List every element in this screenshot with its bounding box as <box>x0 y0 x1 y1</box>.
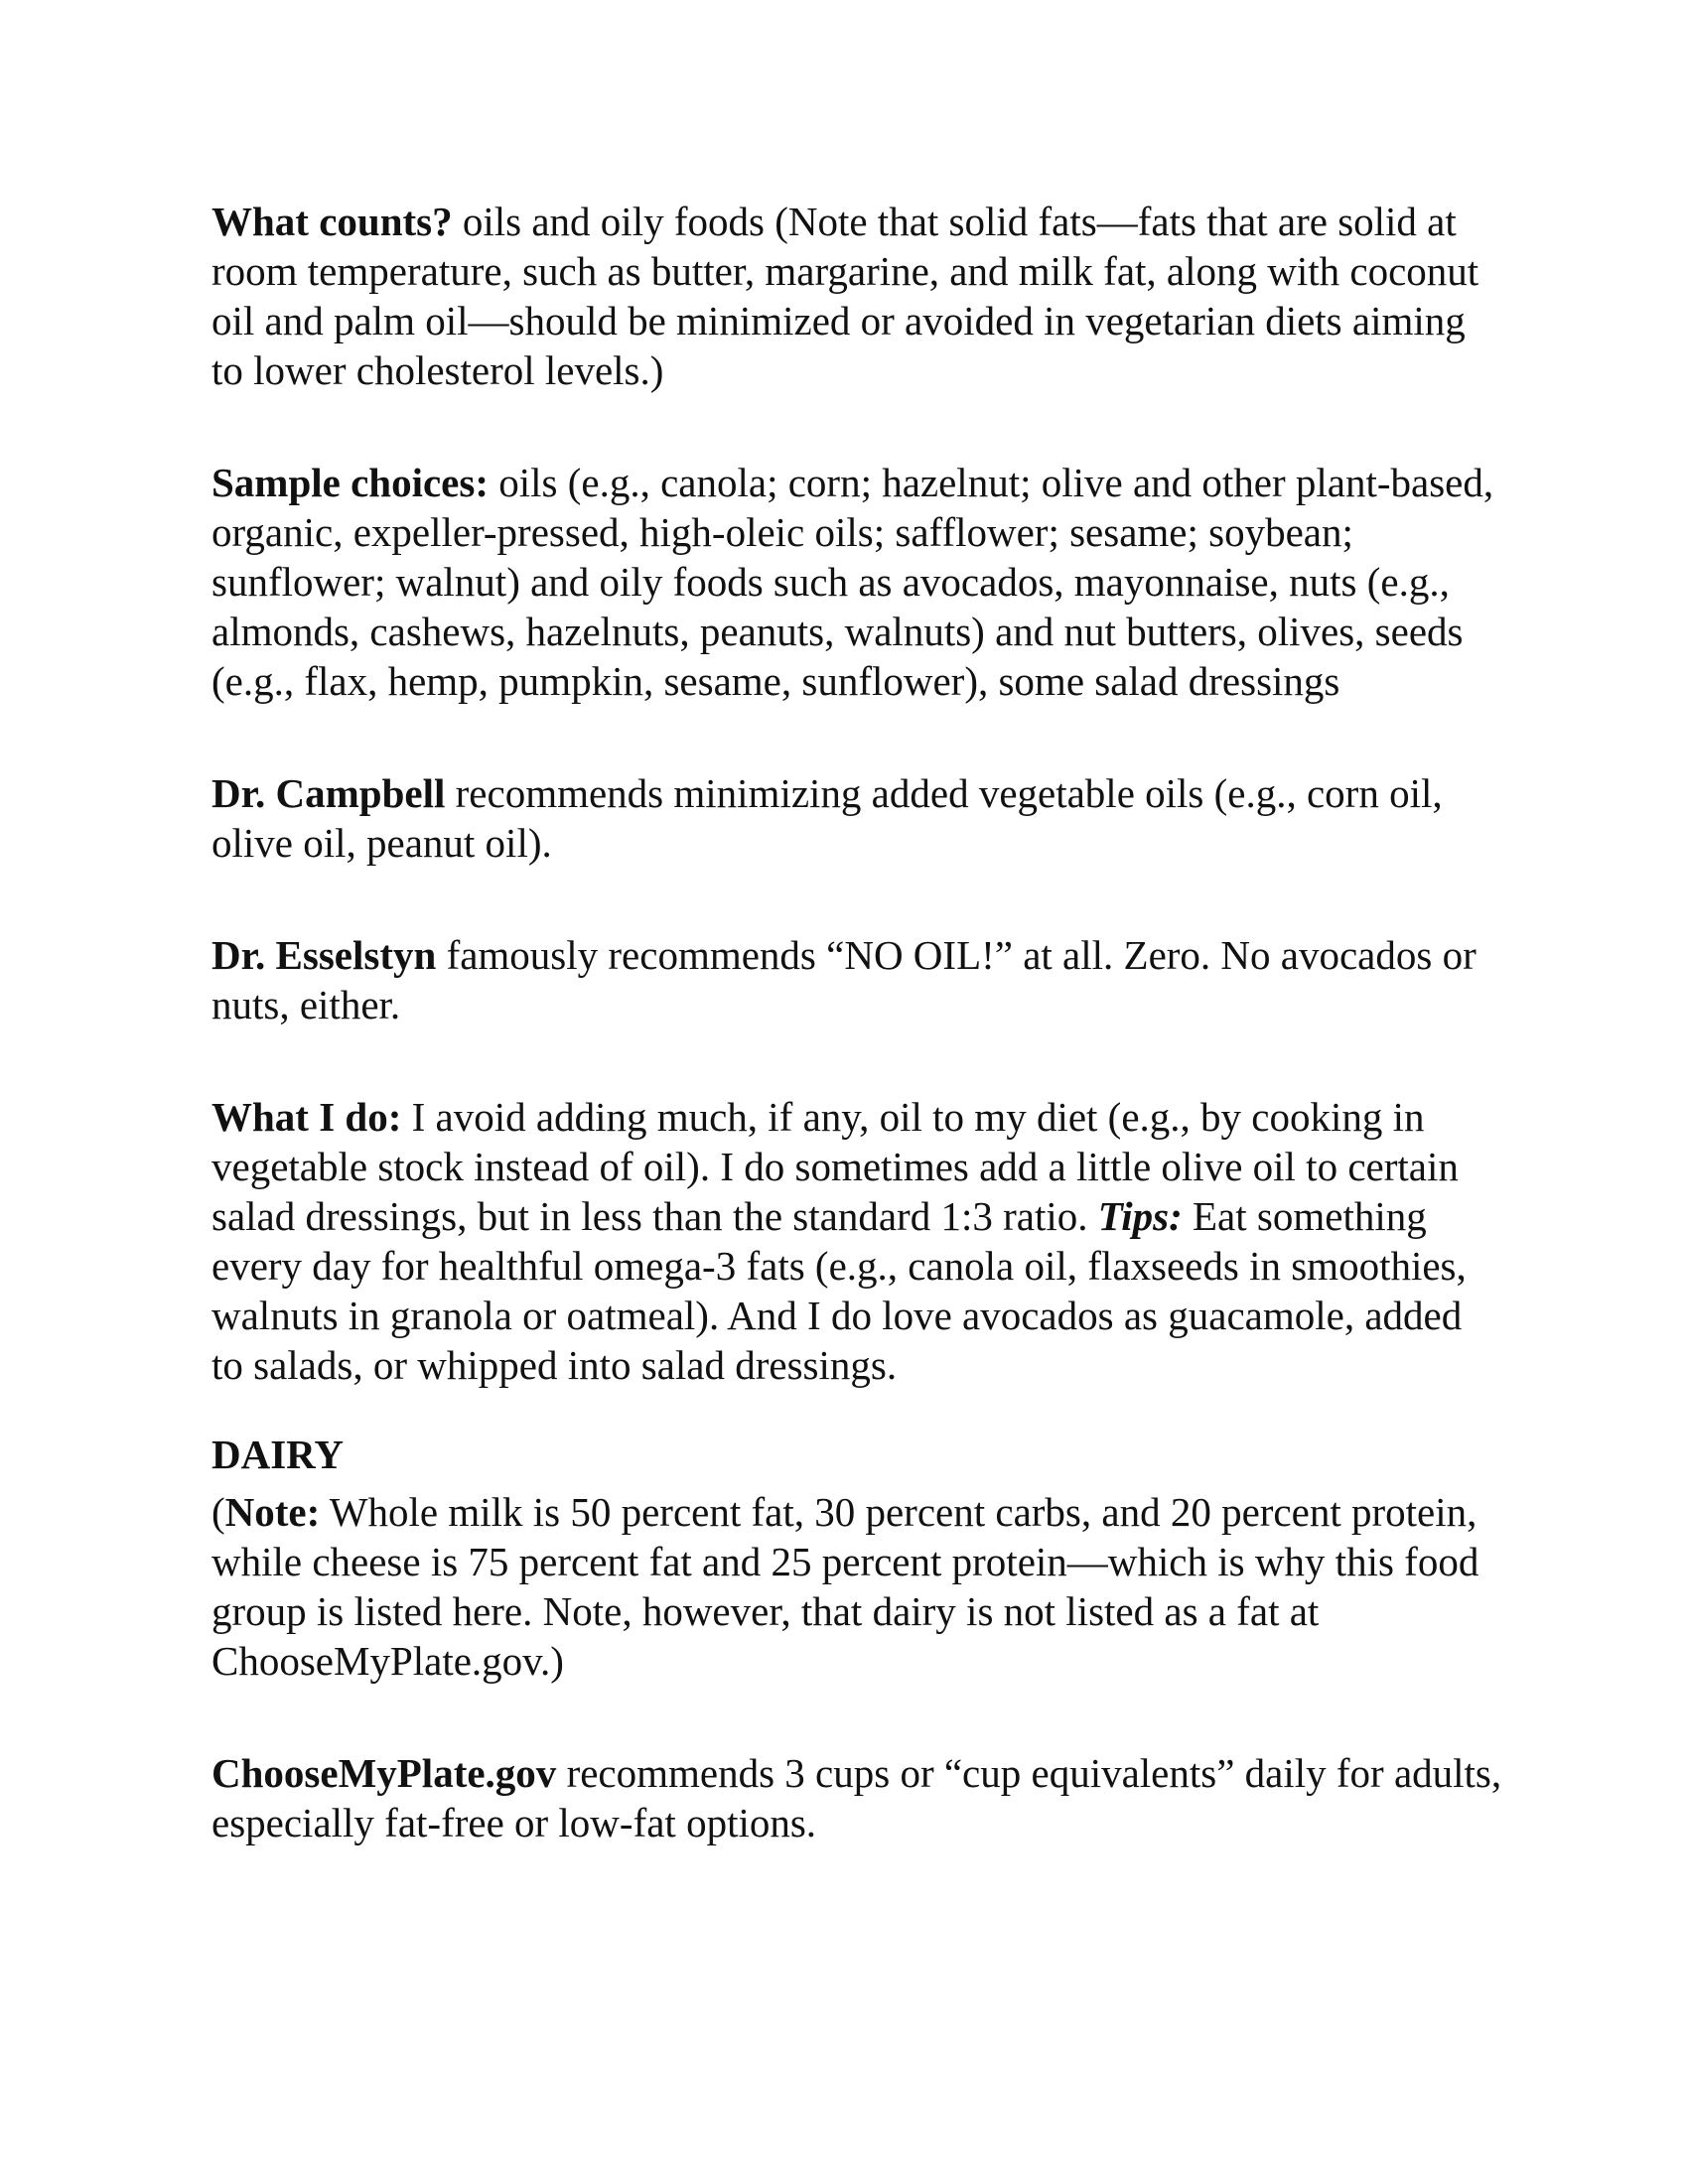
choosemyplate-label: ChooseMyPlate.gov <box>211 1750 557 1796</box>
campbell-label: Dr. Campbell <box>211 770 446 816</box>
esselstyn-text: famously recommends “NO OIL!” at all. Zero. No avocados or nuts, either. <box>211 932 1477 1027</box>
dairy-heading: DAIRY <box>211 1432 344 1477</box>
what-counts-paragraph <box>211 197 1502 395</box>
sample-choices-text: oils (e.g., canola; corn; hazelnut; olive and other plant-based, organic, expeller-pressed, high-oleic oils; safflower; sesame; soybean; sunflower; walnut) and oily foods such as avocados, mayonnaise, nuts (e.g., almonds, cashews, hazelnuts, peanuts, walnuts) and nut butters, olives, seeds (e.g., flax, hemp, pumpkin, sesame, sunflower), some salad dressings <box>211 460 1494 704</box>
tips-label: Tips: <box>1097 1193 1183 1239</box>
esselstyn-paragraph <box>211 930 1502 1029</box>
document-page <box>211 197 1502 1910</box>
what-counts-text: oils and oily foods (Note that solid fats—fats that are solid at room temperature, such as butter, margarine, and milk fat, along with coconut oil and palm oil—should be minimized or avoided in vegetarian diets aiming to lower cholesterol levels.) <box>211 199 1479 393</box>
what-counts-label: What counts? <box>211 199 453 244</box>
dairy-note-text: Whole milk is 50 percent fat, 30 percent carbs, and 20 percent protein, while cheese is 75 percent fat and 25 percent protein—which is why this food group is listed here. Note, however, that dairy is not listed as a fat at ChooseMyPlate.gov.) <box>211 1489 1479 1684</box>
sample-choices-paragraph <box>211 458 1502 706</box>
dairy-note-paragraph <box>211 1487 1502 1686</box>
tips-text: Eat something every day for healthful omega-3 fats (e.g., canola oil, flaxseeds in smoothies, walnuts in granola or oatmeal). And I do love avocados as guacamole, added to salads, or whipped into salad dressings. <box>211 1193 1467 1388</box>
dairy-note-label: Note: <box>224 1489 321 1535</box>
what-i-do-paragraph <box>211 1092 1502 1390</box>
choosemyplate-text: recommends 3 cups or “cup equivalents” daily for adults, especially fat-free or low-fat options. <box>211 1750 1502 1845</box>
esselstyn-label: Dr. Esselstyn <box>211 932 437 978</box>
campbell-text: recommends minimizing added vegetable oils (e.g., corn oil, olive oil, peanut oil). <box>211 770 1443 866</box>
dairy-note-open-paren: ( <box>211 1489 225 1535</box>
what-i-do-label: What I do: <box>211 1094 402 1140</box>
campbell-paragraph <box>211 768 1502 868</box>
sample-choices-label: Sample choices: <box>211 460 489 505</box>
what-i-do-text: I avoid adding much, if any, oil to my diet (e.g., by cooking in vegetable stock instead of oil). I do sometimes add a little olive oil to certain salad dressings, but in less than the standard 1:3 ratio. <box>211 1094 1459 1239</box>
choosemyplate-paragraph <box>211 1748 1502 1847</box>
